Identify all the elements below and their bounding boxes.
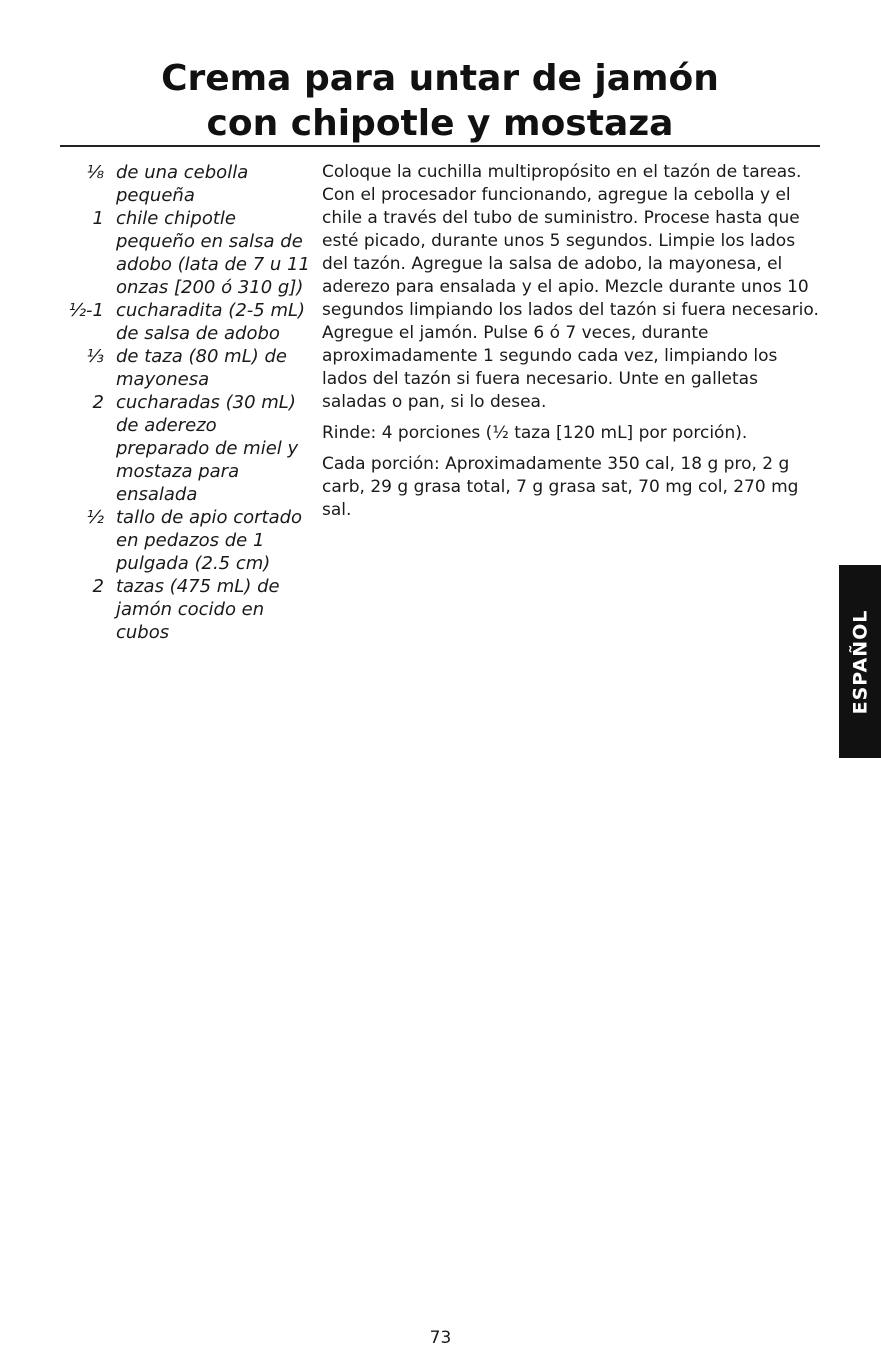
ingredient-list [68, 161, 310, 644]
preparation-instructions [322, 161, 820, 530]
title-line-1: Crema para untar de jamón [161, 58, 719, 99]
ingredient-item [86, 161, 310, 207]
ingredient-item [68, 299, 310, 345]
title-line-2: con chipotle y mostaza [206, 103, 674, 144]
page-number: 73 [429, 1328, 452, 1348]
ingredient-item [92, 575, 310, 644]
ingredient-text: tazas (475 mL) de jamón cocido en cubos [116, 576, 280, 643]
ingredient-quantity: 2 [92, 576, 104, 597]
ingredient-text: chile chipotle pequeño en salsa de adobo (lata de 7 u 11 onzas [200 ó 310 g]) [116, 208, 310, 298]
language-tab-label: ESPAÑOL [849, 609, 871, 714]
nutrition-text: Cada porción: Aproximadamente 350 cal, 18 g pro, 2 g carb, 29 g grasa total, 7 g grasa sat, 70 mg col, 270 mg sal. [322, 454, 799, 520]
ingredient-item [86, 345, 310, 391]
ingredient-item [92, 391, 310, 506]
ingredient-text: cucharadas (30 mL) de aderezo preparado de miel y mostaza para ensalada [116, 392, 299, 505]
language-tab [839, 565, 881, 758]
ingredient-quantity: 2 [92, 392, 104, 413]
ingredient-quantity: ½-1 [68, 300, 104, 321]
ingredient-quantity: ½ [86, 507, 104, 528]
ingredient-quantity: ⅛ [86, 162, 104, 183]
ingredient-quantity: ⅓ [86, 346, 104, 367]
ingredient-item [86, 506, 310, 575]
yield-text: Rinde: 4 porciones (½ taza [120 mL] por porción). [322, 423, 748, 443]
ingredient-item [92, 207, 310, 299]
ingredient-text: de una cebolla pequeña [116, 162, 249, 206]
ingredient-text: tallo de apio cortado en pedazos de 1 pulgada (2.5 cm) [116, 507, 303, 574]
ingredient-text: cucharadita (2-5 mL) de salsa de adobo [116, 300, 306, 344]
ingredient-text: de taza (80 mL) de mayonesa [116, 346, 287, 390]
ingredient-quantity: 1 [92, 208, 104, 229]
recipe-title [60, 56, 820, 146]
title-divider [60, 145, 820, 147]
method-paragraph: Coloque la cuchilla multipropósito en el tazón de tareas. Con el procesador funcionando, agregue la cebolla y el chile a través del tubo de suministro. Procese hasta que esté picado, durante unos 5 segundos. Limpie los lados del tazón. Agregue la salsa de adobo, la mayonesa, el aderezo para ensalada y el apio. Mezcle durante unos 10 segundos limpiando los lados del tazón si fuera necesario. Agregue el jamón. Pulse 6 ó 7 veces, durante aproximadamente 1 segundo cada vez, limpiando los lados del tazón si fuera necesario. Unte en galletas saladas o pan, si lo desea. [322, 162, 819, 412]
